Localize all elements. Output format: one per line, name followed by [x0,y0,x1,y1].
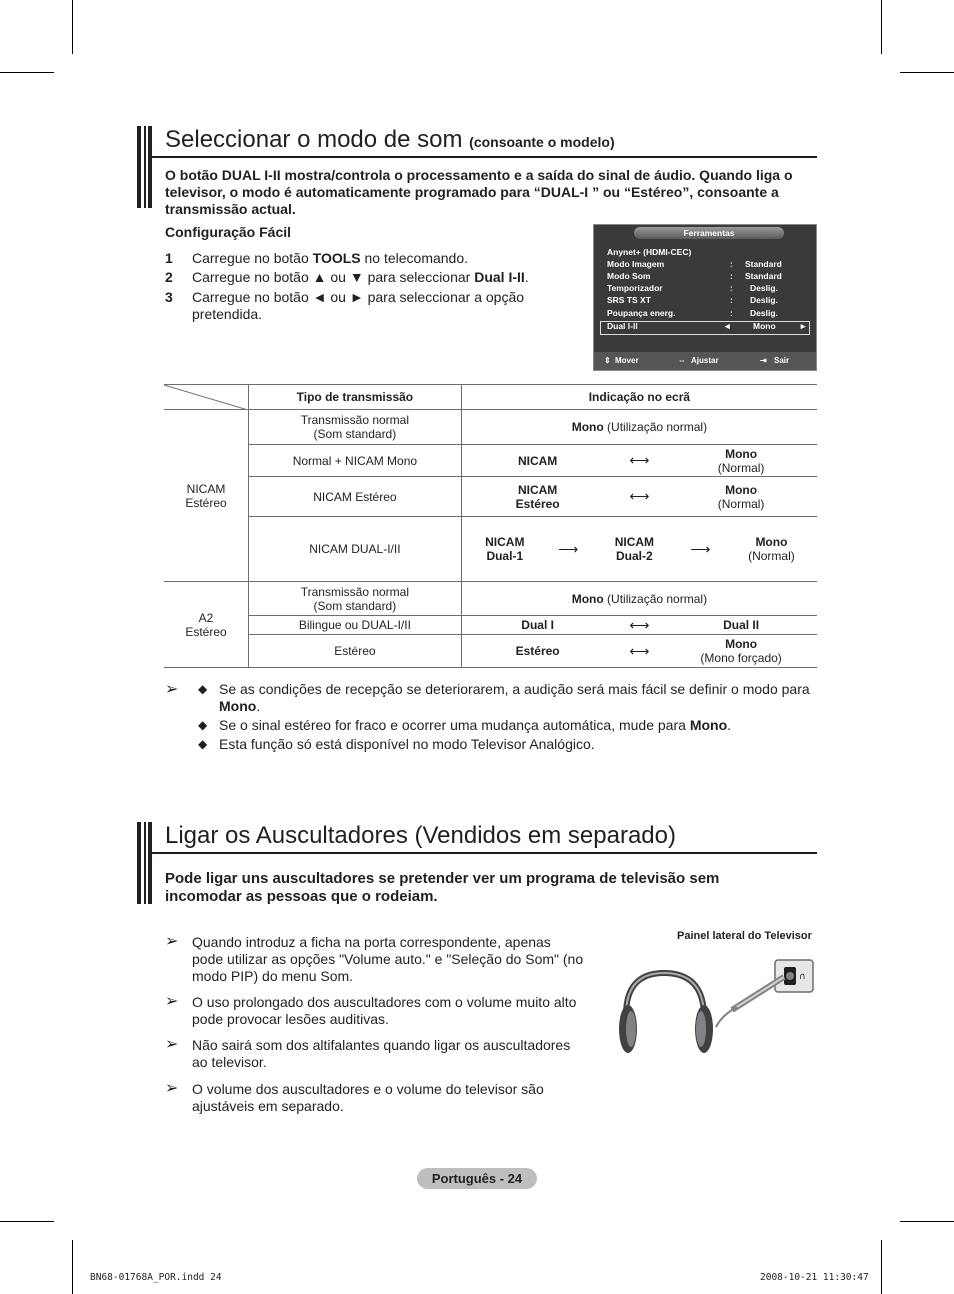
type-cell: Transmissão normal (Som standard) [248,582,461,616]
crop-mark [900,1221,954,1222]
note-item [165,1081,585,1115]
step-number: 1 [165,250,173,266]
notes-list [165,681,817,761]
crop-mark [881,0,882,54]
note-text: Se as condições de recepção se deteriorarem, a audição será mais fácil se definir o modo para Mono. [219,681,810,714]
double-arrow-icon: ⟷ [629,488,650,504]
title-bar-decoration [148,126,152,208]
osd-row: Poupança energ. : Deslig. [607,308,778,318]
pointer-icon: ➢ [165,993,179,1010]
osd-row: SRS TS XT : Deslig. [607,295,778,305]
crop-mark [881,1240,882,1294]
step-number: 2 [165,269,173,285]
pointer-icon: ➢ [165,1036,179,1053]
group-nicam: NICAM Estéreo [164,410,248,582]
title-bar-decoration [137,126,141,208]
type-cell: Normal + NICAM Mono [248,445,461,477]
table-row [164,477,817,517]
subheading: Configuração Fácil [165,224,292,240]
title-rule [148,156,817,158]
title-bar-decoration [148,822,152,904]
right-arrow-icon: ⟶ [558,540,579,557]
diamond-bullet-icon: ◆ [198,718,208,732]
type-cell: NICAM DUAL-I/II [248,517,461,582]
osd-row: Temporizador : Deslig. [607,283,778,293]
display-cell: Estéreo ⟷ Mono (Mono forçado) [461,635,817,668]
left-right-icon: ⇔ [678,356,686,365]
osd-row: Modo Imagem : Standard [607,259,782,269]
osd-row-selected: Dual l-ll ◄ Mono ► [607,321,808,331]
osd-exit-label: Sair [774,356,790,365]
display-cell: Mono (Utilização normal) [461,410,817,445]
double-arrow-icon: ⟷ [629,452,650,468]
transmission-table [164,384,817,668]
section-intro: Pode ligar uns auscultadores se pretender ver um programa de televisão sem incomodar as pessoas que o rodeiam. [165,870,720,905]
type-cell: Estéreo [248,635,461,668]
osd-row: Modo Som : Standard [607,271,782,281]
group-a2: A2 Estéreo [164,582,248,668]
note-text: Não sairá som dos altifalantes quando ligar os auscultadores ao televisor. [192,1037,571,1070]
crop-mark [0,72,54,73]
up-down-icon: ⇕ [604,356,611,365]
file-slug: BN68-01768A_POR.indd 24 [90,1272,222,1283]
header-display: Indicação no ecrã [461,385,817,410]
table-row [164,582,817,616]
table-row [164,517,817,582]
osd-title: Ferramentas [634,227,784,239]
osd-row: Anynet+ (HDMI-CEC) [607,247,692,257]
table-row [164,616,817,635]
display-cell: NICAM Estéreo ⟷ Mono (Normal) [461,477,817,517]
tools-menu-screenshot [593,224,817,371]
display-cell: NICAM ⟷ Mono (Normal) [461,445,817,477]
osd-footer [594,352,816,370]
table-corner-cell [164,385,248,410]
note-text: Quando introduz a ficha na porta correspondente, apenas pode utilizar as opções "Volume auto." e "Seleção do Som" (no modo PIP) do menu Som. [192,934,584,984]
display-cell: NICAM Dual-1 ⟶ NICAM Dual-2 ⟶ Mono (Normal) [461,517,817,582]
note-text: Se o sinal estéreo for fraco e ocorrer uma mudança automática, mude para Mono. [219,717,732,733]
display-cell: Dual I ⟷ Dual II [461,616,817,635]
title-bar-decoration [144,126,146,208]
type-cell: Transmissão normal (Som standard) [248,410,461,445]
pointer-icon: ➢ [165,1080,179,1097]
title-bar-decoration [137,822,141,904]
display-cell: Mono (Utilização normal) [461,582,817,616]
note-text: O uso prolongado dos auscultadores com o volume muito alto pode provocar lesões auditivas. [192,994,577,1027]
note-text: Esta função só está disponível no modo Televisor Analógico. [219,736,595,752]
note-item [165,994,585,1028]
panel-label: Painel lateral do Televisor [677,930,812,942]
table-row [164,445,817,477]
section-title: Ligar os Auscultadores (Vendidos em separado) [165,822,676,849]
note-item [165,1037,585,1071]
diamond-bullet-icon: ◆ [198,682,208,696]
svg-text:∩: ∩ [799,972,806,982]
type-cell: Bilingue ou DUAL-I/II [248,616,461,635]
pointer-icon: ➢ [165,933,179,950]
osd-adjust-label: Ajustar [691,356,719,365]
left-arrow-icon: ◄ [723,321,732,331]
section-intro: O botão DUAL I-II mostra/controla o processamento e a saída do sinal de áudio. Quando liga o televisor, o modo é automaticamente programado para “DUAL-I ” ou “Estéreo”, consoante a transmissão actual. [165,167,793,217]
exit-icon: ⇥ [760,356,767,365]
crop-mark [900,72,954,73]
type-cell: NICAM Estéreo [248,477,461,517]
step-text: Carregue no botão TOOLS no telecomando. [192,250,469,266]
right-arrow-icon: ⟶ [690,540,711,557]
crop-mark [0,1221,54,1222]
step-number: 3 [165,289,173,305]
header-type: Tipo de transmissão [248,385,461,410]
double-arrow-icon: ⟷ [629,642,650,659]
step-text: Carregue no botão ▲ ou ▼ para seleccionar Dual I-II. [192,269,529,285]
step-text: Carregue no botão ◄ ou ► para seleccionar a opção pretendida. [192,289,525,322]
right-arrow-icon: ► [799,321,808,331]
diagonal-line [164,385,248,410]
page-number: Português - 24 [417,1168,537,1189]
date-slug: 2008-10-21 11:30:47 [760,1272,869,1283]
pointer-icon: ➢ [165,681,179,698]
osd-move-label: Mover [615,356,639,365]
table-header-row [164,385,817,410]
title-rule [148,852,817,854]
table-row [164,635,817,668]
note-item [165,934,585,985]
double-arrow-icon: ⟷ [629,616,650,633]
section-title: Seleccionar o modo de som (consoante o modelo) [165,126,615,153]
crop-mark [72,0,73,54]
headphones-illustration [612,955,817,1060]
title-bar-decoration [144,822,146,904]
note-text: O volume dos auscultadores e o volume do televisor são ajustáveis em separado. [192,1081,544,1114]
diamond-bullet-icon: ◆ [198,737,208,751]
table-row [164,410,817,445]
steps-list [165,250,565,330]
crop-mark [72,1240,73,1294]
